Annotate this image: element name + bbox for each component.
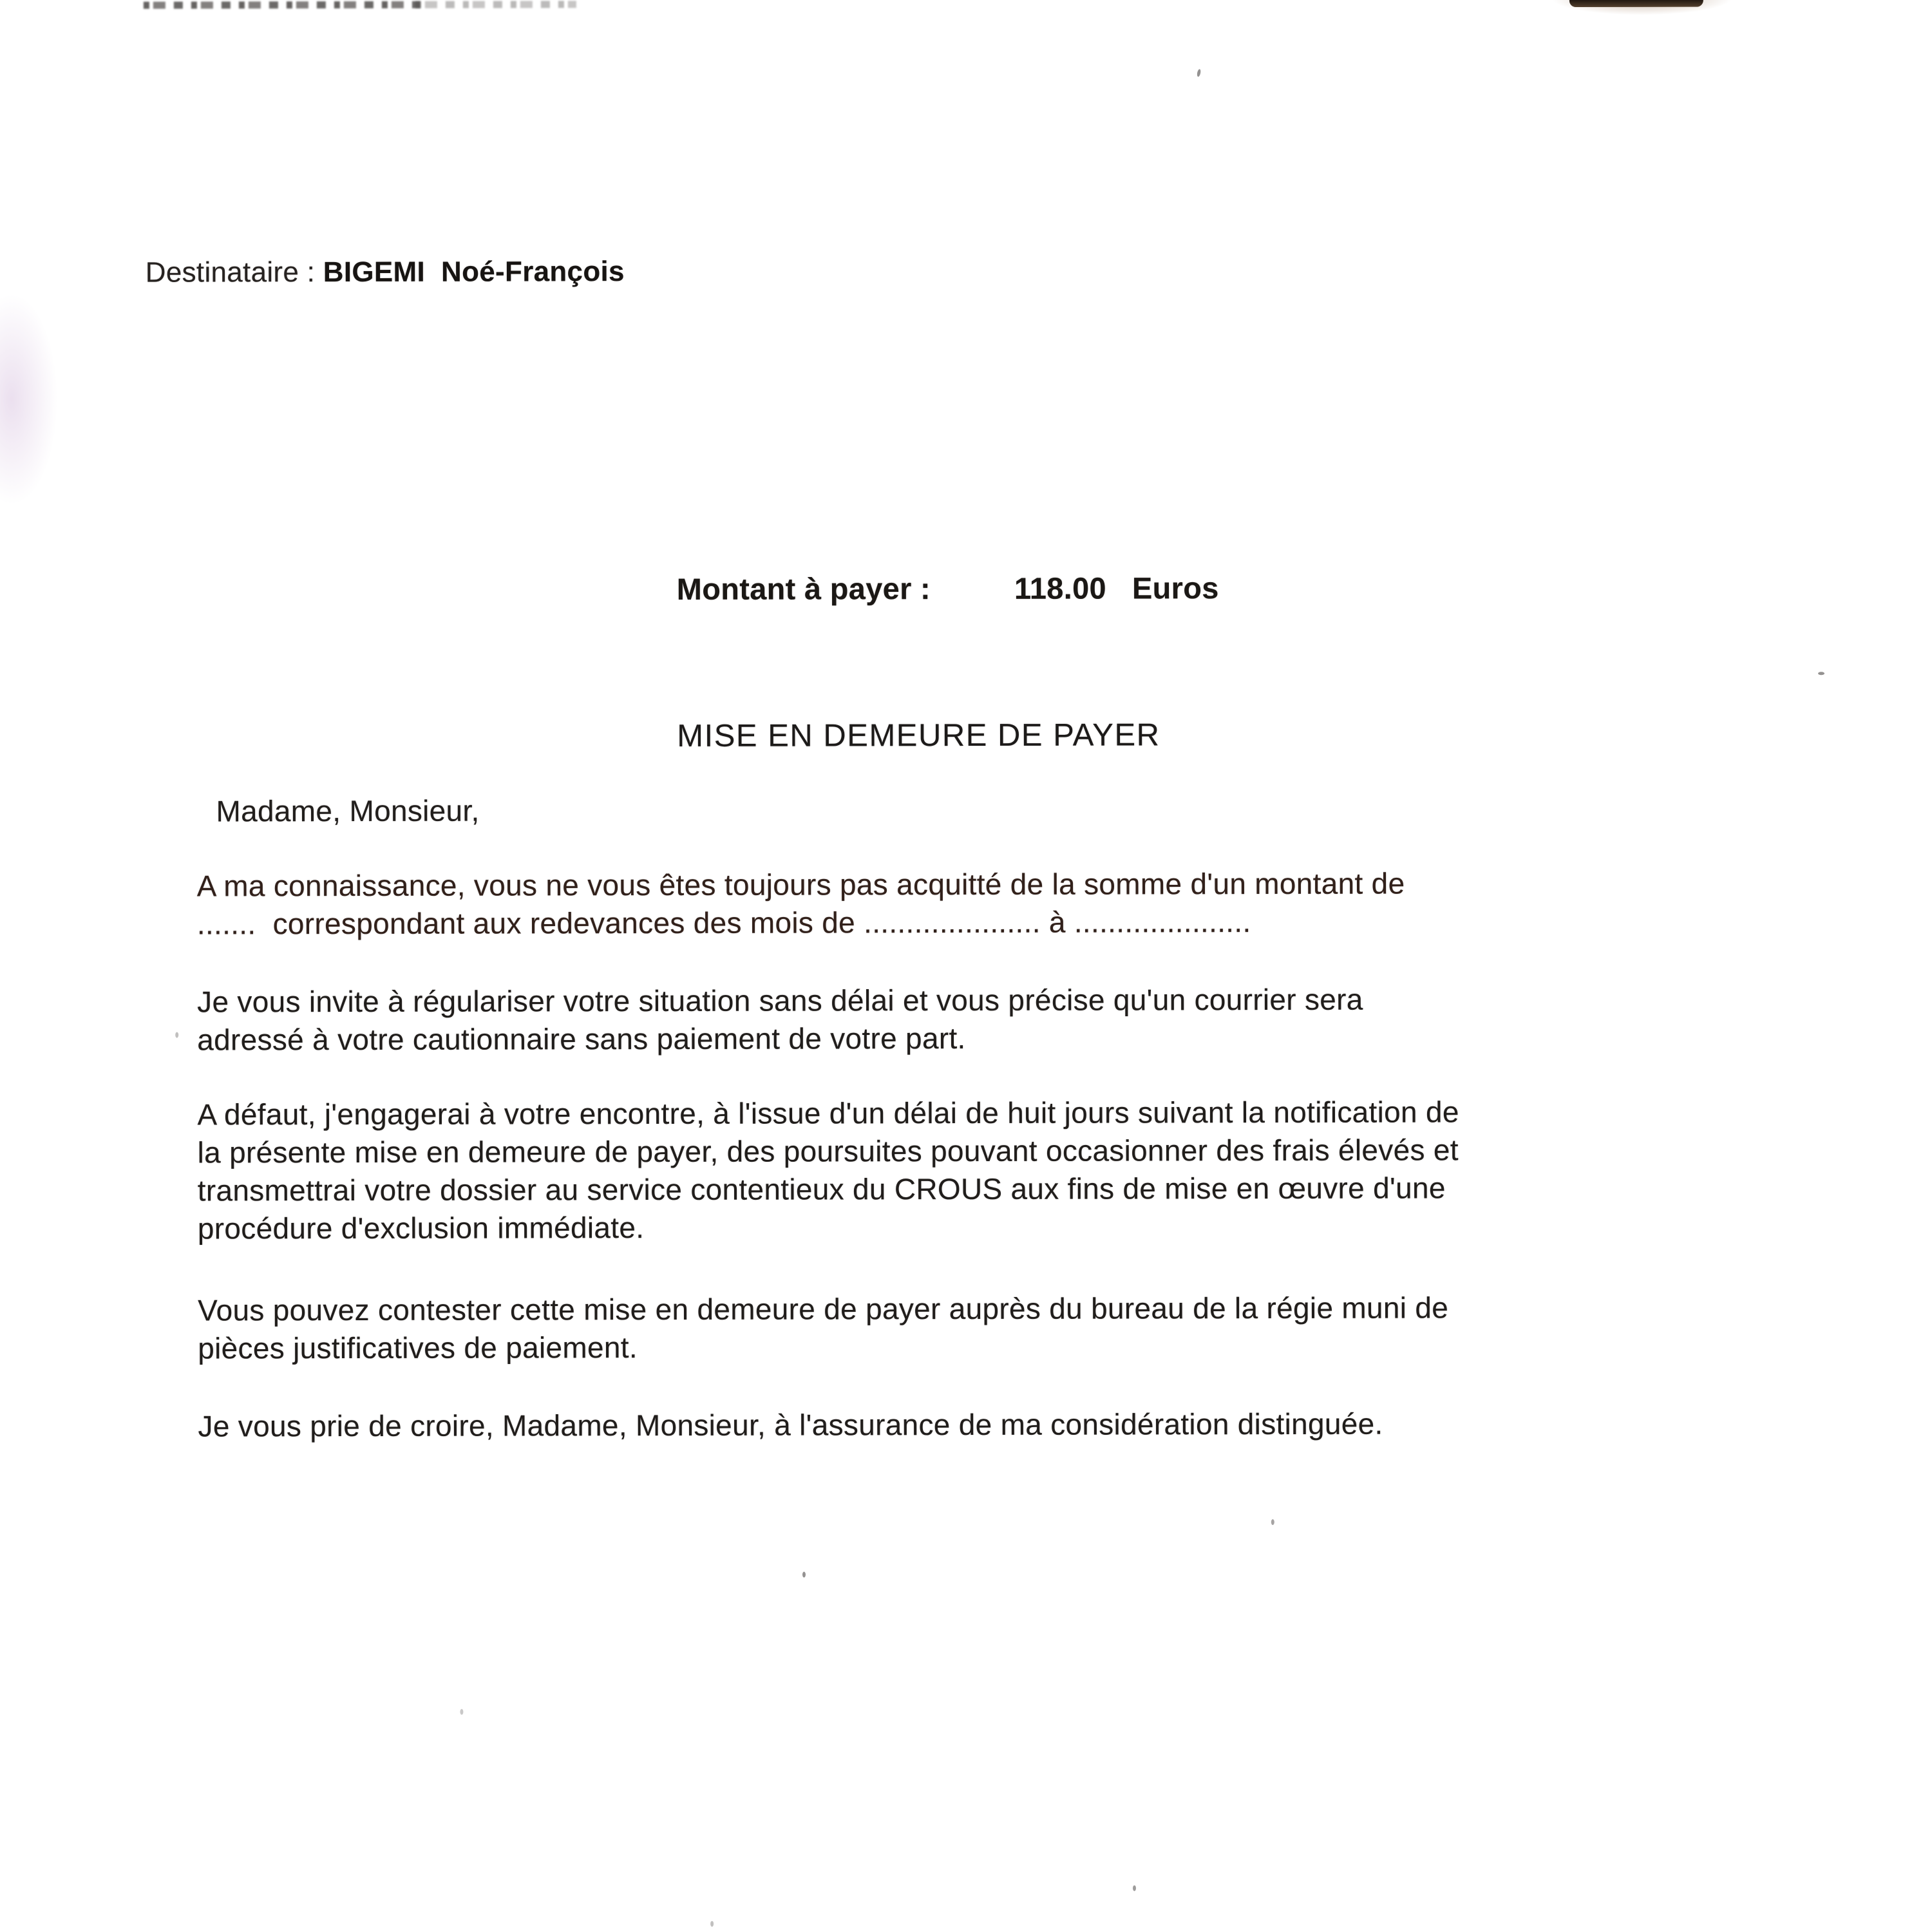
scan-speck — [1271, 1519, 1274, 1525]
paragraph-amount-due: A ma connaissance, vous ne vous êtes toujours pas acquitté de la somme d'un montant de ....... correspondant aux redevances des mois de ..................... à ..................... — [196, 866, 1405, 941]
scan-speck — [710, 1921, 714, 1927]
recipient-name: BIGEMI Noé-François — [323, 256, 625, 289]
scan-speck — [175, 1032, 178, 1038]
amount-label: Montant à payer : — [676, 571, 931, 606]
paragraph-consequences: A défaut, j'engagerai à votre encontre, à l'issue d'un délai de huit jours suivant la notification de la présente mise en demeure de payer, des poursuites pouvant occasionner des frais élevés et transmettrai votre dossier au service contentieux du CROUS aux fins de mise en œuvre d'une procédure d'exclusion immédiate. — [197, 1095, 1459, 1245]
cropped-top-text-sliver — [415, 1, 576, 8]
cropped-corner-bar — [1569, 0, 1703, 7]
scan-speck — [802, 1572, 806, 1578]
scan-speck — [1818, 672, 1824, 675]
letter-title: MISE EN DEMEURE DE PAYER — [677, 717, 1160, 753]
scan-speck — [1133, 1885, 1136, 1891]
paragraph-contest: Vous pouvez contester cette mise en demeure de payer auprès du bureau de la régie muni de pièces justificatives de paiement. — [198, 1291, 1449, 1365]
cropped-top-text-sliver — [144, 1, 421, 9]
scan-speck — [460, 1709, 463, 1715]
salutation: Madame, Monsieur, — [216, 793, 480, 828]
paragraph-regularize: Je vous invite à régulariser votre situation sans délai et vous précise qu'un courrier sera adressé à votre cautionnaire sans paiement de votre part. — [197, 982, 1363, 1057]
amount-line — [677, 570, 1219, 607]
left-edge-smudge — [0, 293, 58, 506]
amount-currency: Euros — [1132, 571, 1219, 605]
recipient-label: Destinataire : — [145, 256, 323, 289]
amount-value: 118.00 — [1014, 571, 1107, 605]
paragraph-closing: Je vous prie de croire, Madame, Monsieur, à l'assurance de ma considération distinguée. — [198, 1406, 1383, 1443]
recipient-line — [146, 256, 625, 289]
scan-speck — [1197, 69, 1201, 77]
